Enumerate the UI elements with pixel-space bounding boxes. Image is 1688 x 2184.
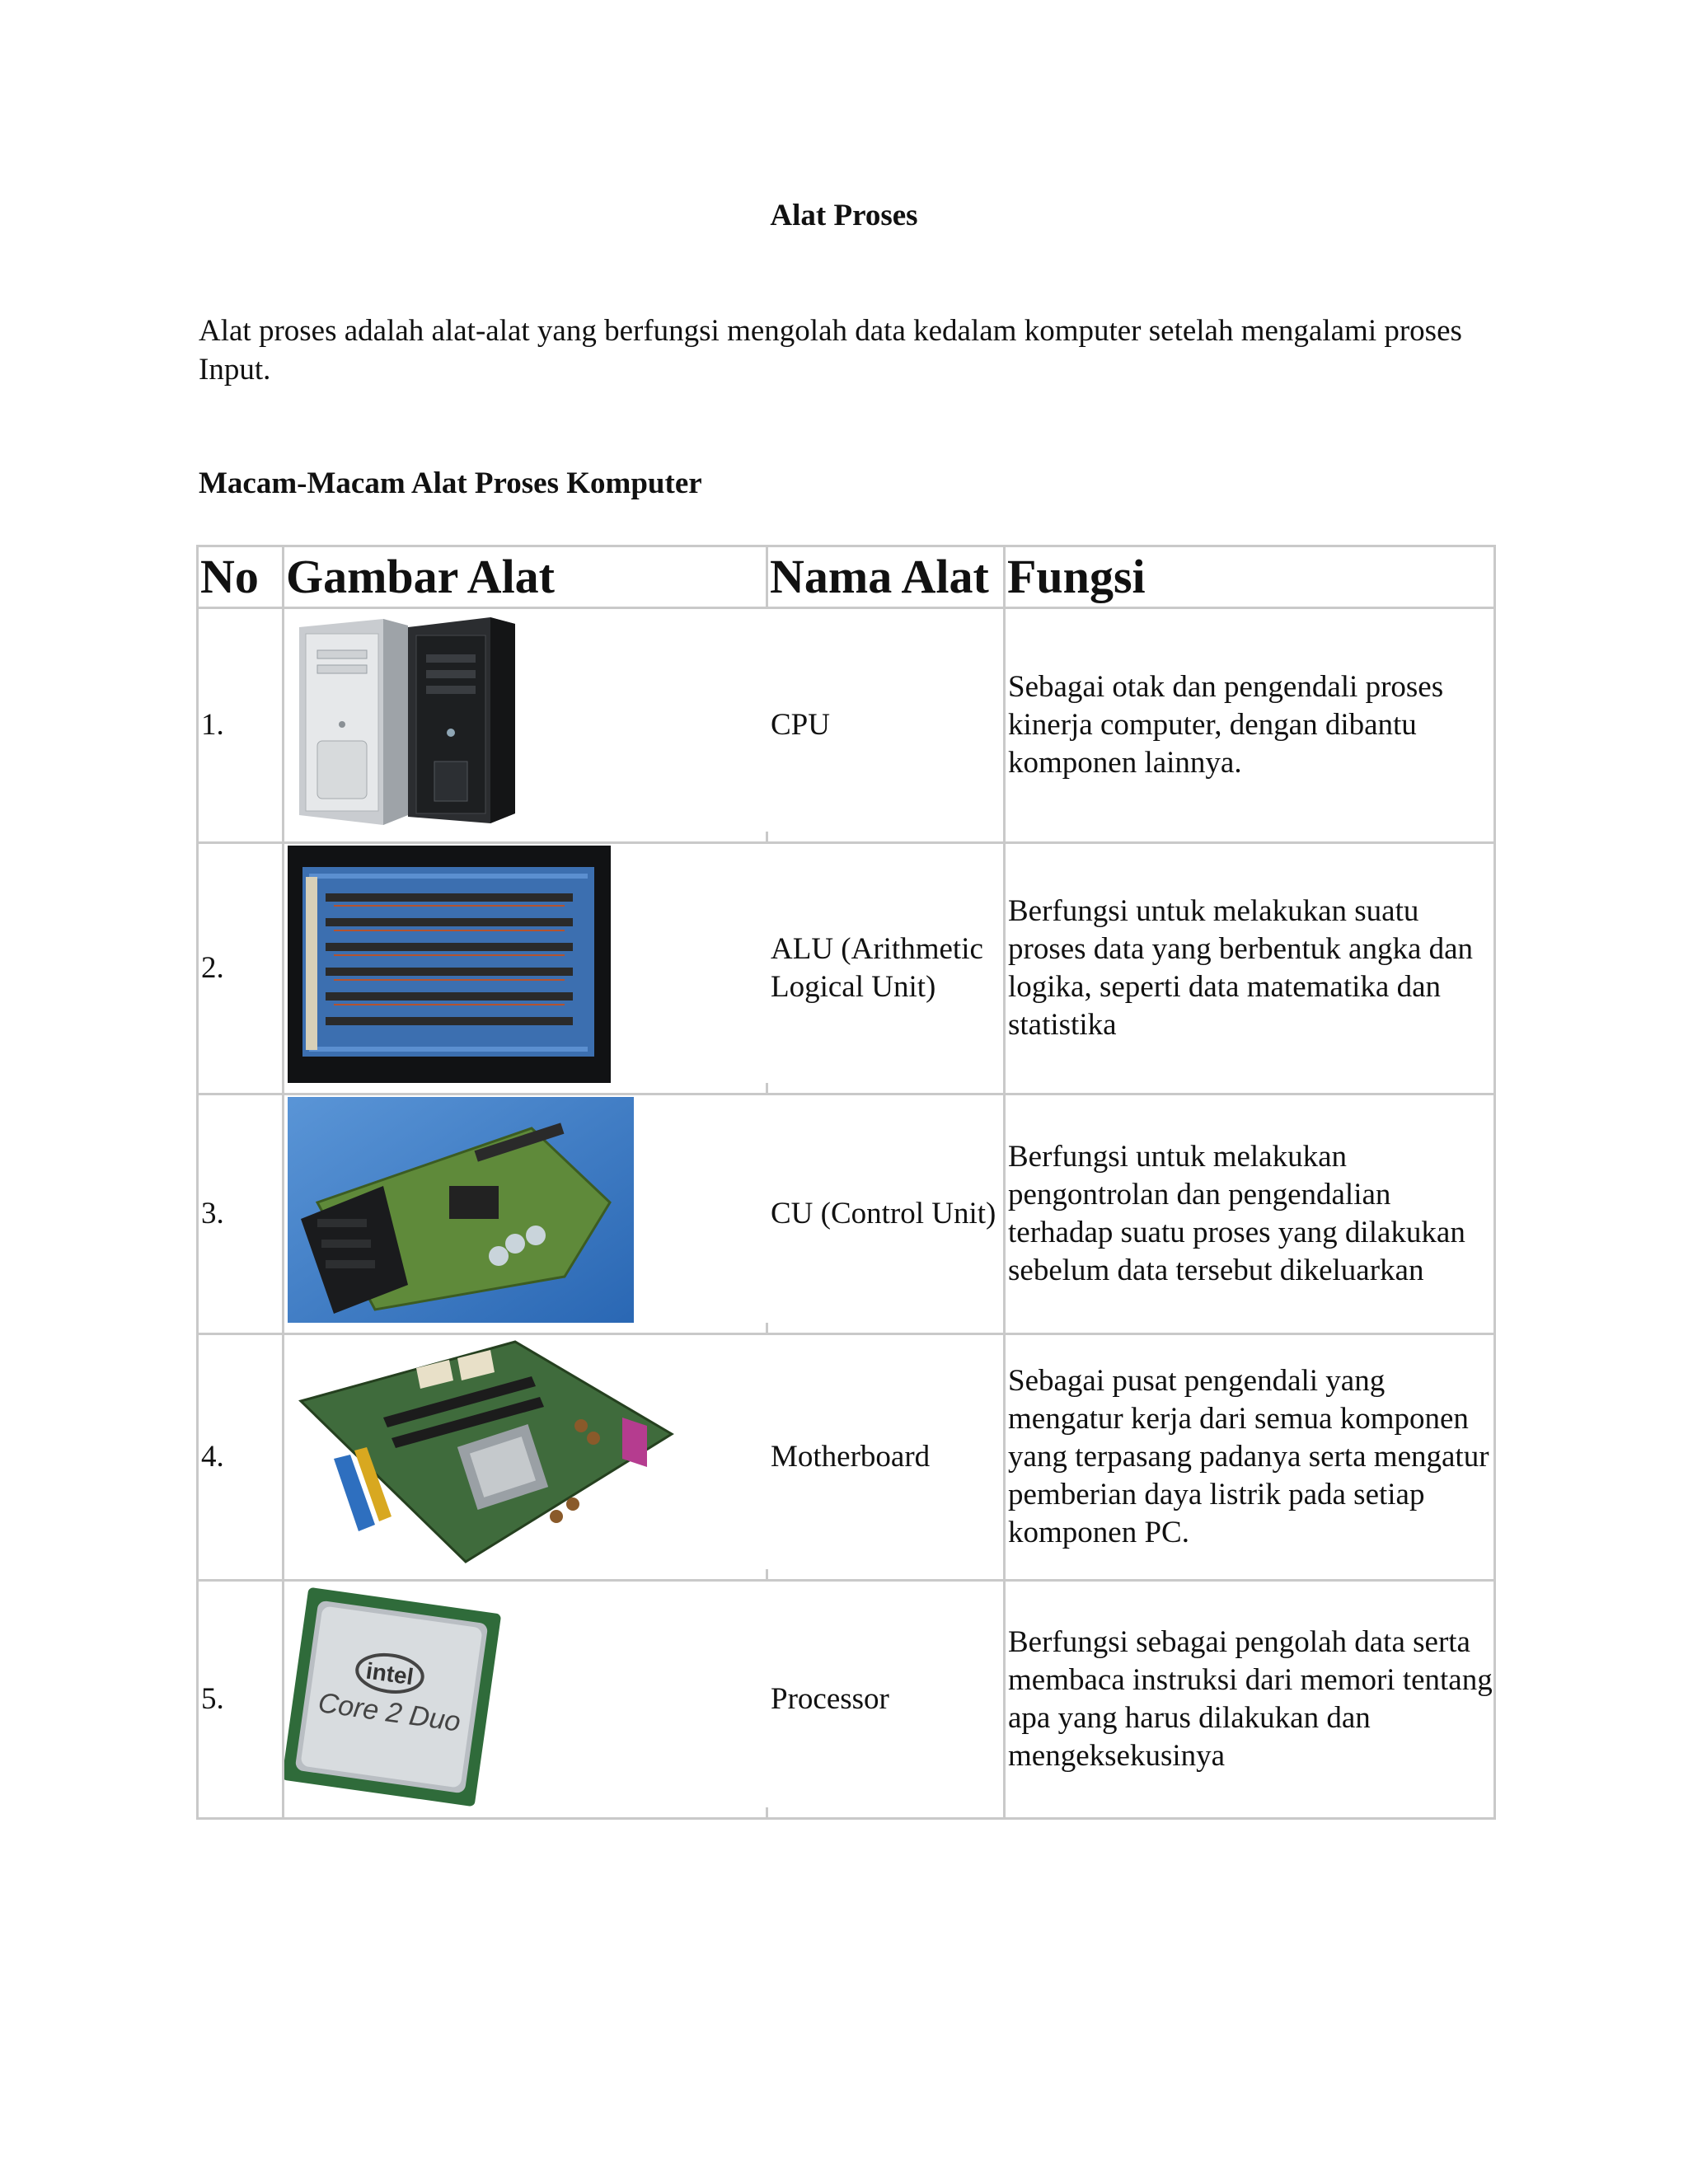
motherboard-image xyxy=(284,1335,768,1569)
tool-name: Processor xyxy=(767,1581,1005,1819)
header-no: No xyxy=(198,546,284,608)
process-tools-table xyxy=(196,545,1496,1820)
row-number: 1. xyxy=(198,608,284,843)
row-number: 4. xyxy=(198,1334,284,1581)
tool-function: Berfungsi untuk melakukan pengontrolan dan pengendalian terhadap suatu proses yang dilakukan sebelum data tersebut dikeluarkan xyxy=(1005,1094,1495,1334)
row-number: 2. xyxy=(198,843,284,1094)
image-cell xyxy=(284,1334,767,1581)
tool-function: Sebagai otak dan pengendali proses kinerja computer, dengan dibantu komponen lainnya. xyxy=(1005,608,1495,843)
table-row xyxy=(198,1581,1495,1819)
table-row xyxy=(198,843,1495,1094)
tool-name: Motherboard xyxy=(767,1334,1005,1581)
image-cell xyxy=(284,843,767,1094)
chip-model-text: Core 2 Duo xyxy=(316,1686,463,1738)
control-unit-board-image xyxy=(284,1095,768,1323)
table-header-row xyxy=(198,546,1495,608)
table-row xyxy=(198,1334,1495,1581)
table-row xyxy=(198,1094,1495,1334)
tool-name: CPU xyxy=(767,608,1005,843)
chip-brand-text: intel xyxy=(364,1657,415,1690)
processor-chip-image xyxy=(284,1582,768,1807)
image-cell xyxy=(284,1581,767,1819)
page-title: Alat Proses xyxy=(770,199,918,232)
header-name: Nama Alat xyxy=(767,546,1005,608)
intro-paragraph: Alat proses adalah alat-alat yang berfungsi mengolah data kedalam komputer setelah mengalami proses Input. xyxy=(199,314,1462,387)
header-image: Gambar Alat xyxy=(284,546,767,608)
row-number: 3. xyxy=(198,1094,284,1334)
section-heading: Macam-Macam Alat Proses Komputer xyxy=(199,466,702,500)
tool-function: Sebagai pusat pengendali yang mengatur kerja dari semua komponen yang terpasang padanya serta mengatur pemberian daya listrik pada setiap komponen PC. xyxy=(1005,1334,1495,1581)
cpu-tower-image xyxy=(284,609,768,832)
image-cell xyxy=(284,1094,767,1334)
table-row xyxy=(198,608,1495,843)
alu-board-image xyxy=(284,844,768,1083)
image-cell xyxy=(284,608,767,843)
tool-name: ALU (Arithmetic Logical Unit) xyxy=(767,843,1005,1094)
tool-function: Berfungsi untuk melakukan suatu proses data yang berbentuk angka dan logika, seperti data matematika dan statistika xyxy=(1005,843,1495,1094)
tool-function: Berfungsi sebagai pengolah data serta membaca instruksi dari memori tentang apa yang harus dilakukan dan mengeksekusinya xyxy=(1005,1581,1495,1819)
tool-name: CU (Control Unit) xyxy=(767,1094,1005,1334)
row-number: 5. xyxy=(198,1581,284,1819)
header-function: Fungsi xyxy=(1005,546,1495,608)
